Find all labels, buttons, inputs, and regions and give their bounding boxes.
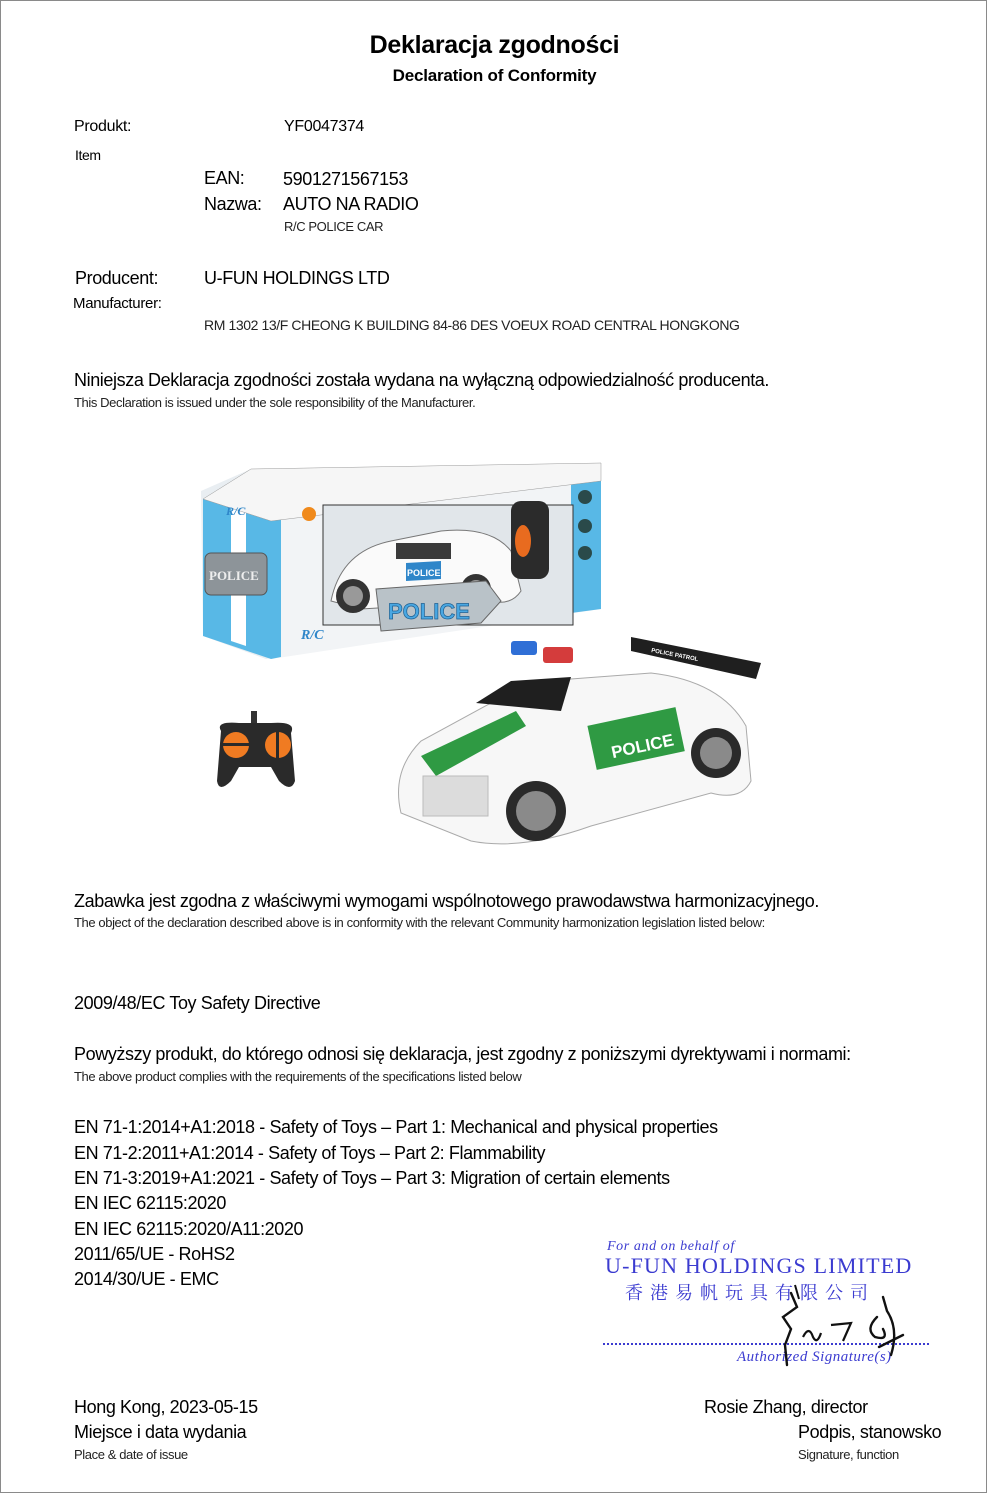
standard-item: 2014/30/UE - EMC	[74, 1269, 219, 1289]
police-car	[399, 637, 762, 844]
standard-item: 2011/65/UE - RoHS2	[74, 1244, 235, 1264]
signer-name: Rosie Zhang, director	[704, 1397, 868, 1417]
product-label-en: Item	[75, 147, 101, 163]
company-stamp	[599, 1237, 939, 1377]
document-subtitle: Declaration of Conformity	[392, 66, 597, 85]
name-label: Nazwa:	[204, 194, 262, 214]
product-illustration	[191, 441, 791, 871]
directive: 2009/48/EC Toy Safety Directive	[74, 993, 321, 1013]
box-front-police-text: POLICE	[388, 599, 470, 624]
stamp-authorized-signature: Authorized Signature(s)	[737, 1349, 892, 1365]
spoiler-text: POLICE PATROL	[650, 648, 699, 664]
product-name-pl: AUTO NA RADIO	[283, 194, 419, 214]
product-box	[201, 463, 601, 659]
ean-label: EAN:	[204, 168, 245, 188]
responsibility-pl: Niniejsza Deklaracja zgodności została wydana na wyłączną odpowiedzialność producenta.	[74, 370, 770, 390]
responsibility-en: This Declaration is issued under the sole responsibility of the Manufacturer.	[74, 395, 476, 410]
place-date-label-pl: Miejsce i data wydania	[74, 1422, 247, 1442]
handwritten-signature	[599, 1237, 939, 1377]
stamp-company-name: U-FUN HOLDINGS LIMITED	[605, 1253, 913, 1278]
standard-item: EN IEC 62115:2020	[74, 1193, 226, 1213]
product-name-en: R/C POLICE CAR	[284, 219, 384, 234]
compliance-en: The above product complies with the requirements of the specifications listed below	[74, 1069, 522, 1084]
standard-item: EN 71-1:2014+A1:2018 - Safety of Toys – Part 1: Mechanical and physical properties	[74, 1117, 718, 1137]
signature-label-pl: Podpis, stanowsko	[798, 1422, 942, 1442]
box-front-rc-text: R/C	[301, 628, 324, 643]
box-side-police-text: POLICE	[209, 568, 259, 583]
stamp-company-name-chinese: 香港易帆玩具有限公司	[625, 1283, 875, 1304]
standard-item: EN 71-3:2019+A1:2021 - Safety of Toys – Part 3: Migration of certain elements	[74, 1168, 670, 1188]
conformity-pl: Zabawka jest zgodna z właściwymi wymogami wspólnotowego prawodawstwa harmonizacyjnego.	[74, 891, 819, 911]
car-police-text: POLICE	[609, 730, 676, 763]
product-label-pl: Produkt:	[74, 118, 132, 135]
manufacturer-address: RM 1302 13/F CHEONG K BUILDING 84-86 DES VOEUX ROAD CENTRAL HONGKONG	[204, 317, 740, 333]
conformity-en: The object of the declaration described above is in conformity with the relevant Community harmonization legislation listed below:	[74, 915, 765, 930]
remote-control	[217, 711, 295, 787]
product-code: YF0047374	[284, 118, 365, 135]
standard-item: EN IEC 62115:2020/A11:2020	[74, 1219, 304, 1239]
place-date-label-en: Place & date of issue	[74, 1447, 188, 1462]
signature-label-en: Signature, function	[798, 1447, 899, 1462]
document-title: Deklaracja zgodności	[369, 31, 620, 59]
product-photo	[191, 441, 791, 871]
manufacturer-label-en: Manufacturer:	[73, 295, 162, 312]
ean-value: 5901271567153	[283, 169, 408, 189]
stamp-on-behalf: For and on behalf of	[607, 1239, 735, 1254]
place-date: Hong Kong, 2023-05-15	[74, 1397, 258, 1417]
compliance-pl: Powyższy produkt, do którego odnosi się deklaracja, jest zgodny z poniższymi dyrektywami i normami:	[74, 1044, 851, 1064]
manufacturer-label-pl: Producent:	[75, 268, 159, 288]
manufacturer-name: U-FUN HOLDINGS LTD	[204, 268, 390, 288]
box-car-police-text: POLICE	[407, 568, 441, 578]
standard-item: EN 71-2:2011+A1:2014 - Safety of Toys – Part 2: Flammability	[74, 1143, 546, 1163]
box-side-rc-text: R/C	[226, 504, 246, 518]
